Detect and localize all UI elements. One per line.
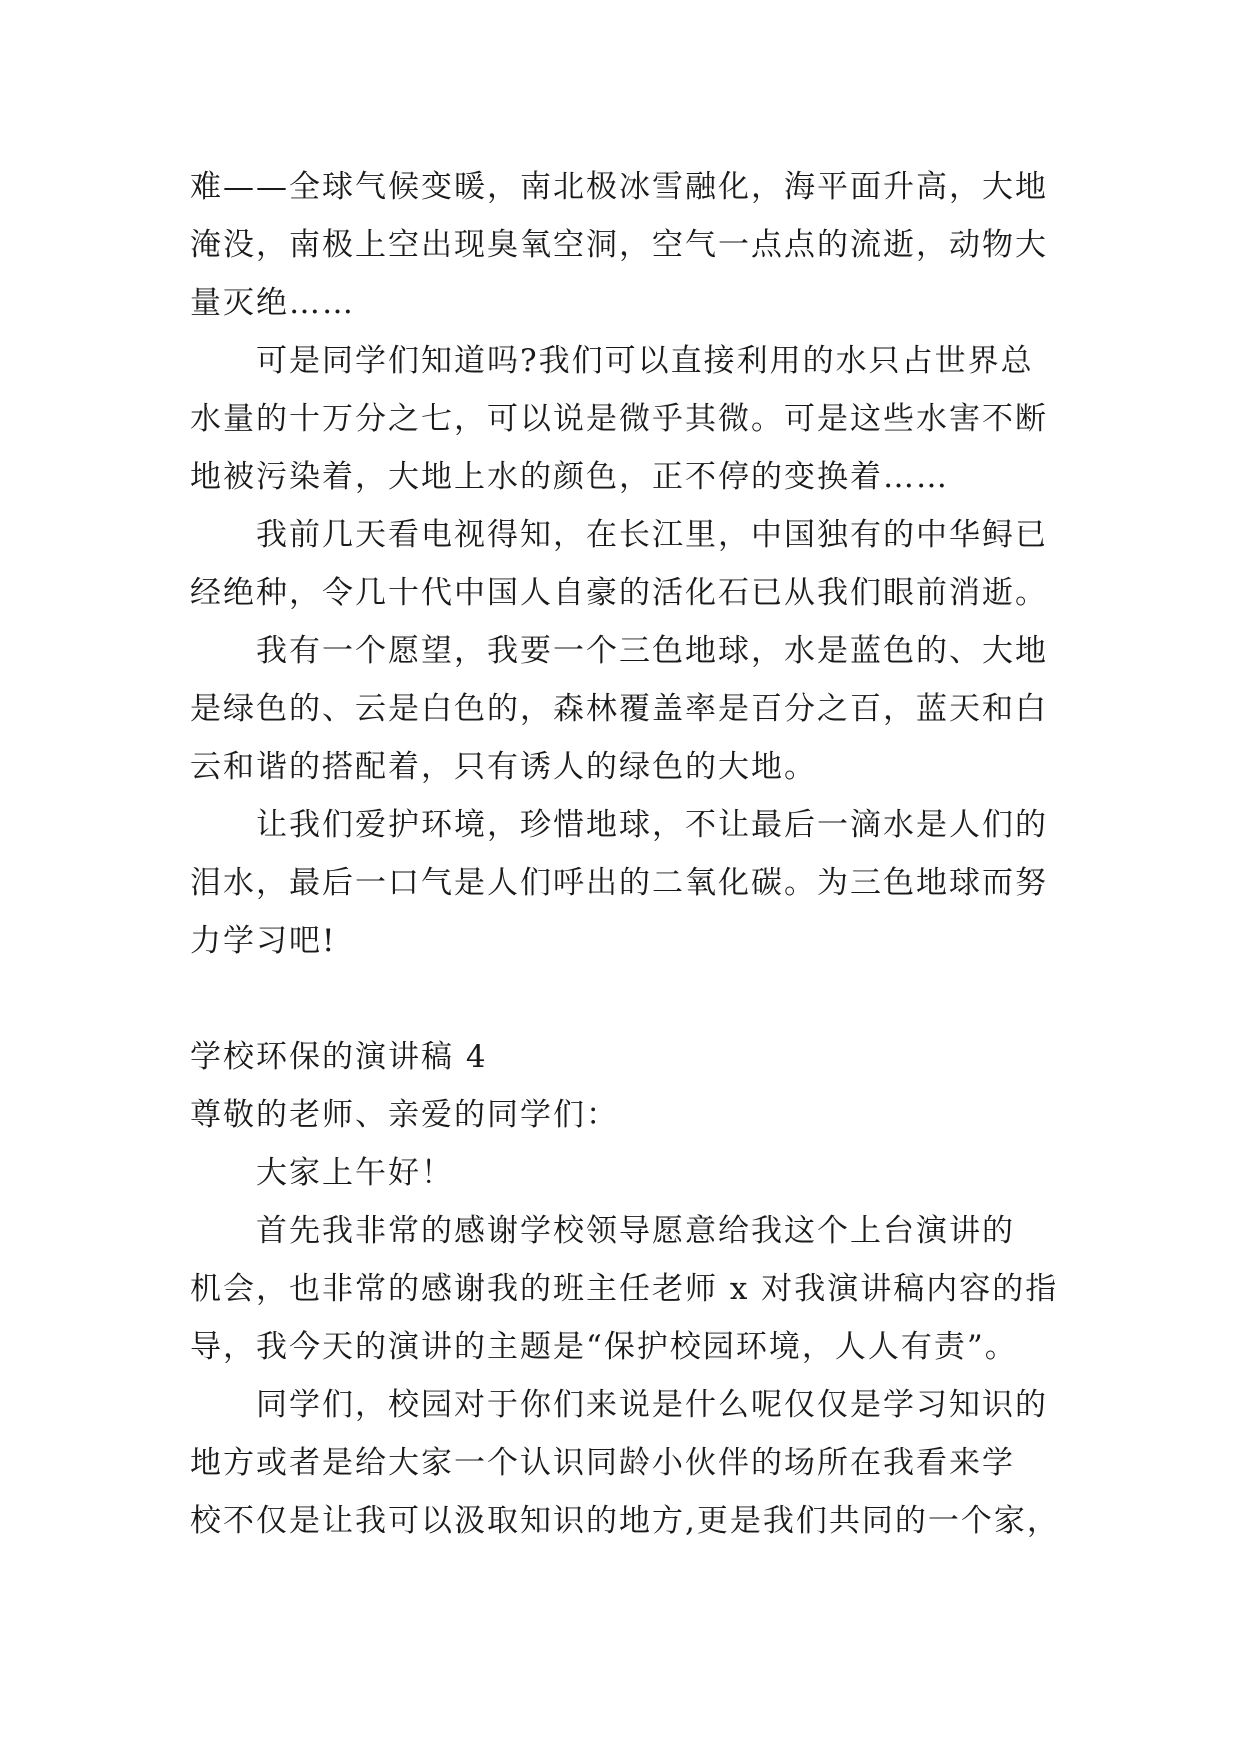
text-line: 可是同学们知道吗?我们可以直接利用的水只占世界总: [256, 343, 1034, 379]
text-line: 经绝种，令几十代中国人自豪的活化石已从我们眼前消逝。: [190, 575, 1048, 611]
text-line: 地方或者是给大家一个认识同龄小伙伴的场所在我看来学: [190, 1445, 1015, 1481]
text-line: 量灭绝……: [190, 285, 355, 321]
paragraph-7: [190, 1376, 1070, 1550]
text-line: 水量的十万分之七，可以说是微乎其微。可是这些水害不断: [190, 401, 1048, 437]
text-line: 力学习吧!: [190, 923, 337, 959]
text-line: 机会，也非常的感谢我的班主任老师 x 对我演讲稿内容的指: [190, 1271, 1059, 1307]
document-body: [190, 158, 1070, 1550]
text-line: 泪水，最后一口气是人们呼出的二氧化碳。为三色地球而努: [190, 865, 1048, 901]
paragraph-4: [190, 622, 1070, 796]
text-line: 淹没，南极上空出现臭氧空洞，空气一点点的流逝，动物大: [190, 227, 1048, 263]
text-line: 我前几天看电视得知，在长江里，中国独有的中华鲟已: [256, 517, 1048, 553]
greeting: 大家上午好！: [256, 1155, 454, 1191]
text-line: 让我们爱护环境，珍惜地球，不让最后一滴水是人们的: [256, 807, 1048, 843]
salutation: 尊敬的老师、亲爱的同学们：: [190, 1097, 619, 1133]
text-line: 地被污染着，大地上水的颜色，正不停的变换着……: [190, 459, 949, 495]
text-line: 同学们，校园对于你们来说是什么呢仅仅是学习知识的: [256, 1387, 1048, 1423]
text-line: 校不仅是让我可以汲取知识的地方,更是我们共同的一个家，: [190, 1503, 1060, 1539]
paragraph-1: [190, 158, 1070, 332]
text-line: 云和谐的搭配着，只有诱人的绿色的大地。: [190, 749, 817, 785]
section-title: 学校环保的演讲稿 4: [190, 1039, 488, 1075]
text-line: 是绿色的、云是白色的，森林覆盖率是百分之百，蓝天和白: [190, 691, 1048, 727]
paragraph-3: [190, 506, 1070, 622]
paragraph-2: [190, 332, 1070, 506]
text-line: 我有一个愿望，我要一个三色地球，水是蓝色的、大地: [256, 633, 1048, 669]
section-gap: [190, 970, 1070, 1028]
paragraph-5: [190, 796, 1070, 970]
paragraph-6: [190, 1202, 1070, 1376]
text-line: 首先我非常的感谢学校领导愿意给我这个上台演讲的: [256, 1213, 1015, 1249]
text-line: 导，我今天的演讲的主题是“保护校园环境，人人有责”。: [190, 1329, 1018, 1365]
text-line: 难——全球气候变暖，南北极冰雪融化，海平面升高，大地: [190, 169, 1048, 205]
